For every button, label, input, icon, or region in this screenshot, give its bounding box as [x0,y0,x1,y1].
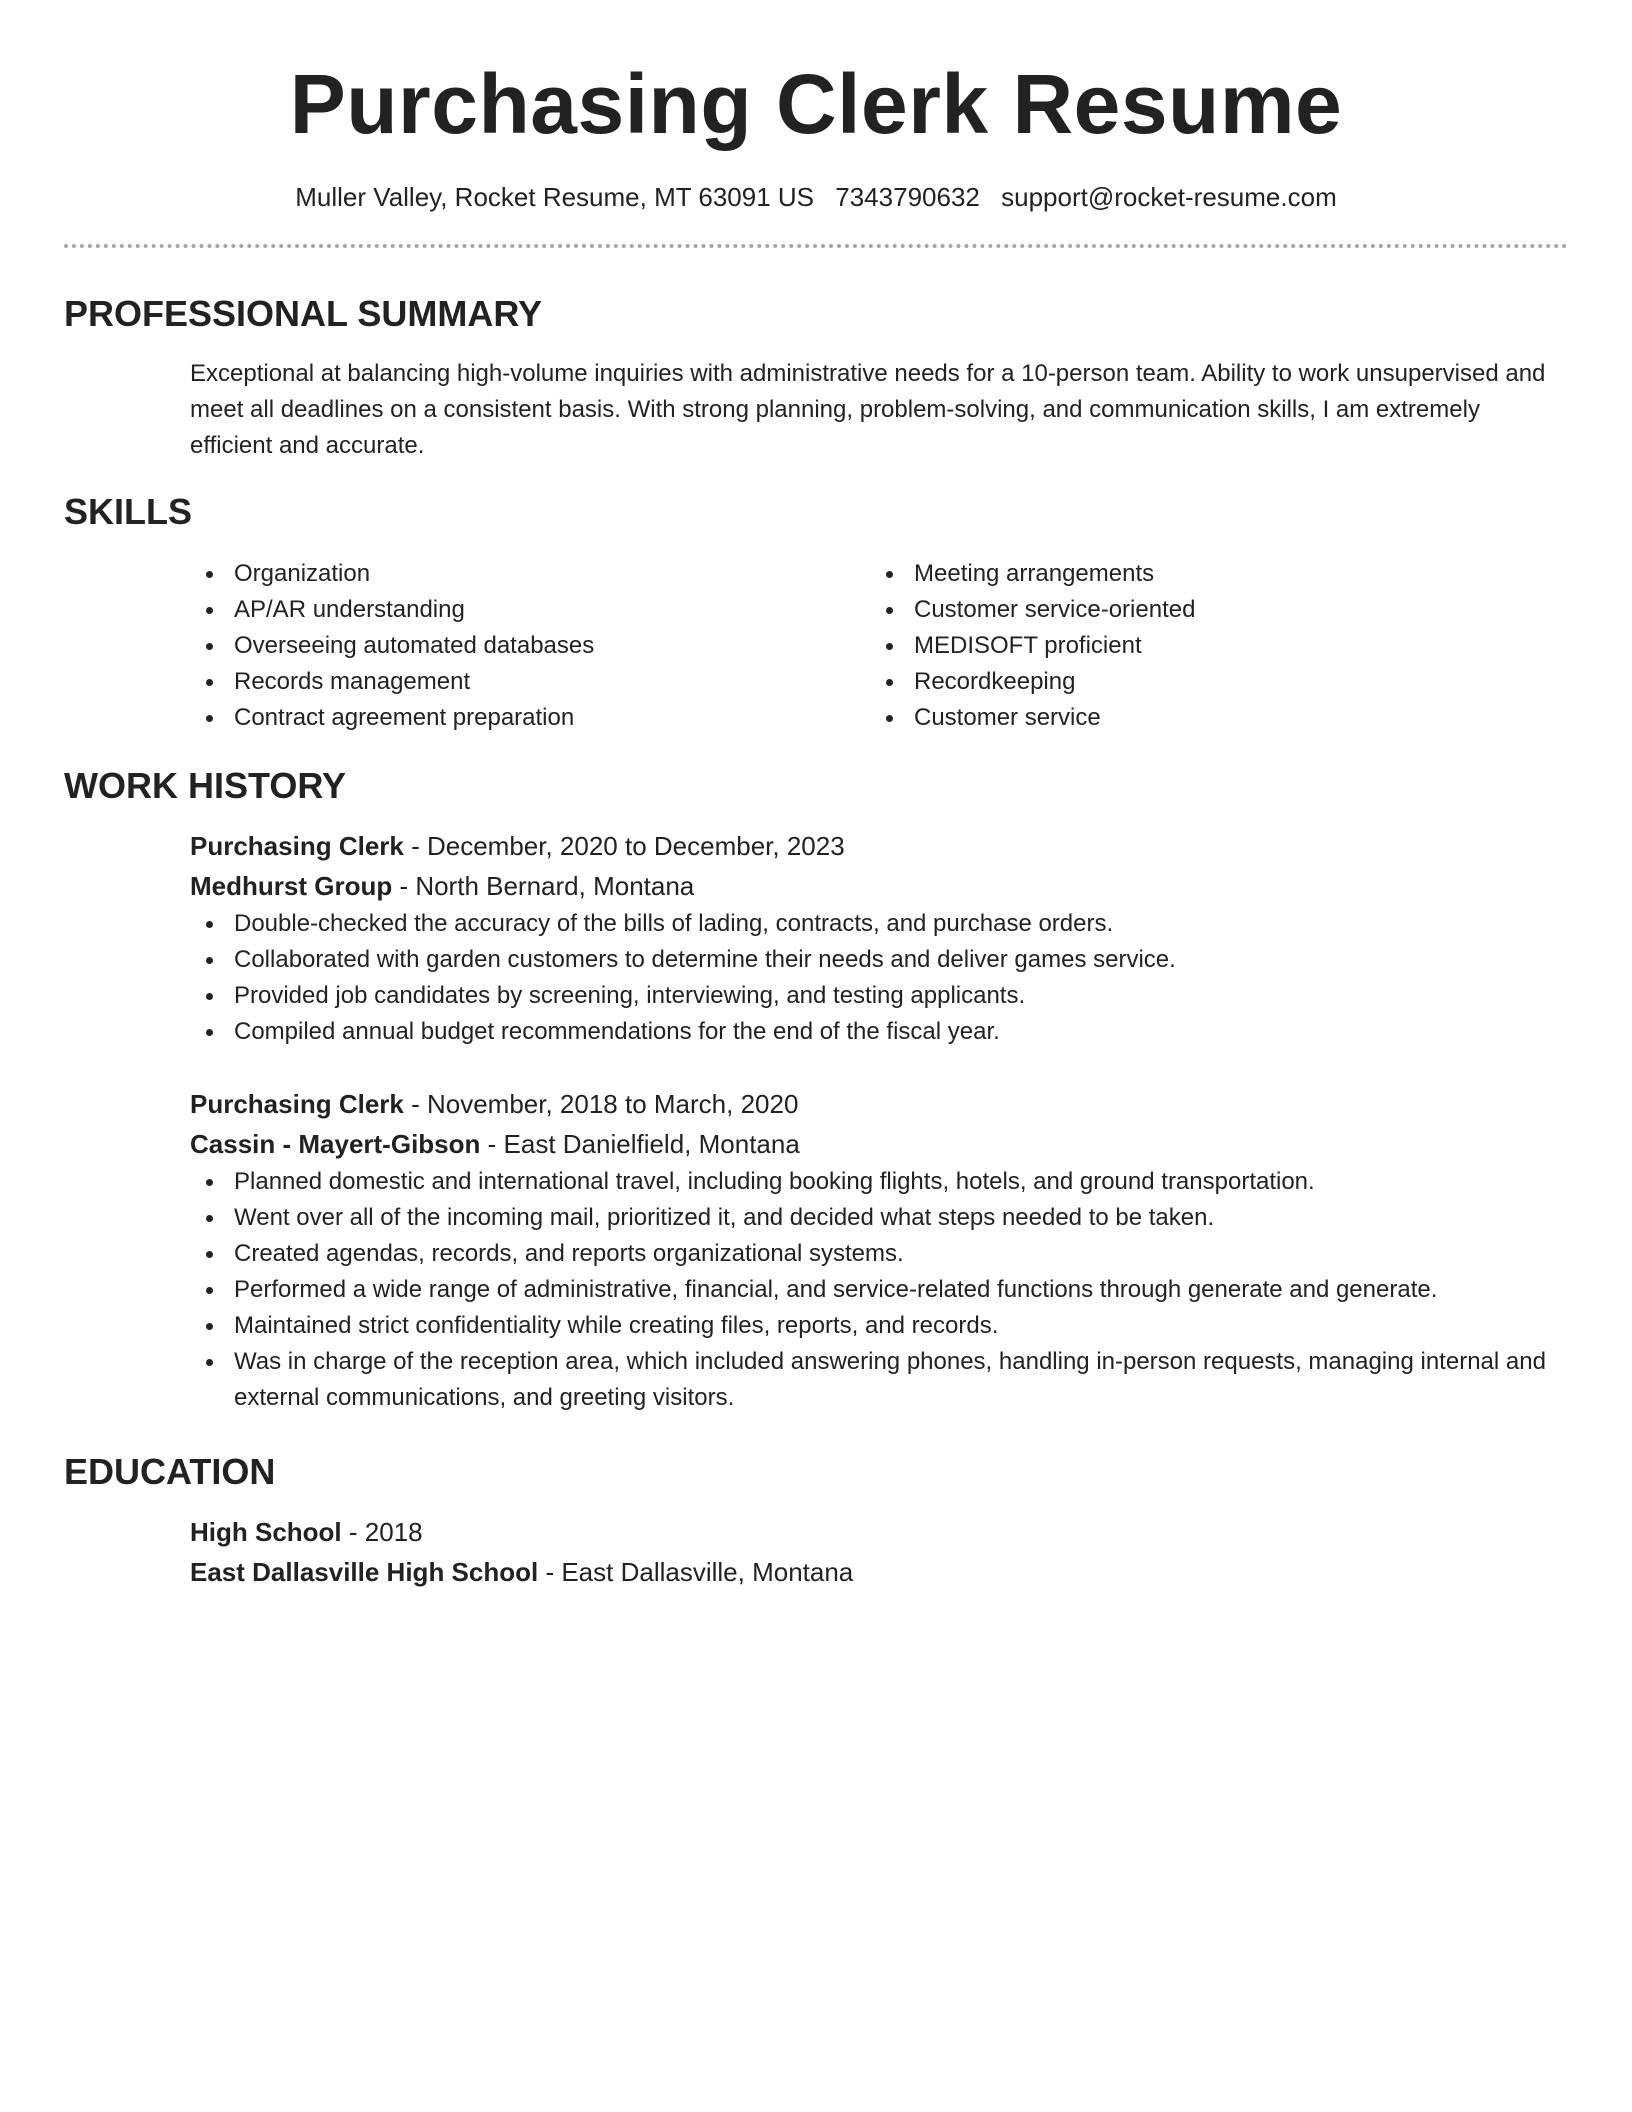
duty-item: Went over all of the incoming mail, prioritized it, and decided what steps needed to be taken. [190,1200,1568,1236]
education-location: - East Dallasville, Montana [538,1557,854,1587]
summary-heading: PROFESSIONAL SUMMARY [64,293,543,334]
duty-item: Performed a wide range of administrative, financial, and service-related functions through generate and generate. [190,1272,1568,1308]
duty-item: Was in charge of the reception area, which included answering phones, handling in-person requests, managing internal and external communications, and greeting visitors. [190,1344,1568,1416]
job-dates: - November, 2018 to March, 2020 [403,1089,799,1119]
skills-heading: SKILLS [64,491,193,532]
job-dates: - December, 2020 to December, 2023 [403,831,845,861]
job-entry [190,826,1568,1050]
job-duties [190,1164,1568,1416]
resume-header [64,0,1568,214]
job-location: - East Danielfield, Montana [480,1129,800,1159]
summary-text: Exceptional at balancing high-volume inquiries with administrative needs for a 10-person team. Ability to work unsupervised and meet all deadlines on a consistent basis. With strong planning, problem-solving, and communication skills, I am extremely efficient and accurate. [190,360,1546,459]
skills-list-left [190,556,870,736]
duty-item: Planned domestic and international travel, including booking flights, hotels, and ground transportation. [190,1164,1568,1200]
skill-item: Recordkeeping [870,664,1550,700]
job-duties [190,906,1568,1050]
skill-item: Overseeing automated databases [190,628,870,664]
job-company: Cassin - Mayert-Gibson [190,1129,481,1159]
contact-line [64,180,1568,214]
job-location: - North Bernard, Montana [392,871,695,901]
header-divider [64,244,1568,248]
education-school-line [190,1552,1568,1592]
skills-list-right [870,556,1550,736]
contact-phone: 7343790632 [835,182,980,212]
education-year: - 2018 [341,1517,423,1547]
resume-title: Purchasing Clerk Resume [289,57,1343,151]
skill-item: Meeting arrangements [870,556,1550,592]
skill-item: MEDISOFT proficient [870,628,1550,664]
skill-item: Records management [190,664,870,700]
contact-email: support@rocket-resume.com [1001,182,1337,212]
duty-item: Collaborated with garden customers to determine their needs and deliver games service. [190,942,1568,978]
job-company-line [190,866,1568,906]
skills-section [64,556,1568,736]
education-entry [190,1512,1568,1592]
duty-item: Maintained strict confidentiality while creating files, reports, and records. [190,1308,1568,1344]
duty-item: Created agendas, records, and reports organizational systems. [190,1236,1568,1272]
duty-item: Double-checked the accuracy of the bills of lading, contracts, and purchase orders. [190,906,1568,942]
skill-item: Customer service-oriented [870,592,1550,628]
job-entry [190,1084,1568,1416]
skill-item: Customer service [870,700,1550,736]
work-history-section [64,826,1568,1416]
job-title-line [190,1084,1568,1124]
job-company: Medhurst Group [190,871,393,901]
duty-item: Provided job candidates by screening, interviewing, and testing applicants. [190,978,1568,1014]
duty-item: Compiled annual budget recommendations for the end of the fiscal year. [190,1014,1568,1050]
education-heading: EDUCATION [64,1451,276,1492]
job-position: Purchasing Clerk [190,831,404,861]
education-school: East Dallasville High School [190,1557,539,1587]
job-position: Purchasing Clerk [190,1089,404,1119]
contact-address: Muller Valley, Rocket Resume, MT 63091 US [295,182,815,212]
skills-grid [190,556,1568,736]
skill-item: Organization [190,556,870,592]
job-company-line [190,1124,1568,1164]
education-degree-line [190,1512,1568,1552]
education-degree: High School [190,1517,342,1547]
education-section [64,1512,1568,1592]
work-history-heading: WORK HISTORY [64,765,347,806]
skill-item: AP/AR understanding [190,592,870,628]
job-title-line [190,826,1568,866]
skill-item: Contract agreement preparation [190,700,870,736]
summary-section [64,356,1568,464]
